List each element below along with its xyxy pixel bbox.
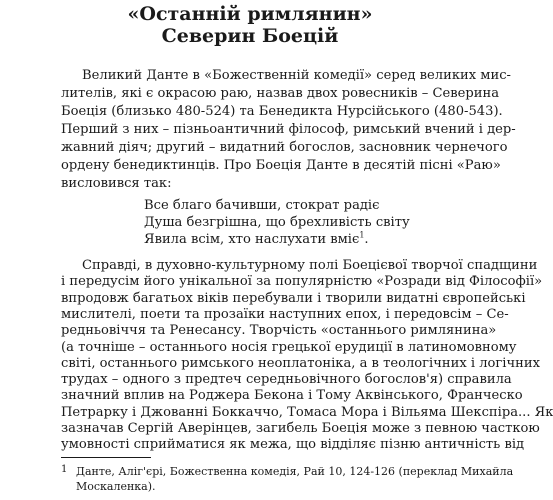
text-line: зазначав Сергій Аверінцев, загибель Боеція може з певною часткою <box>61 421 540 436</box>
text-line: Великий Данте в «Божественній комедії» серед великих мис- <box>82 68 511 83</box>
footnote-line: Данте, Аліг'єрі, Божественна комедія, Рай 10, 124-126 (переклад Михайла <box>76 465 514 478</box>
chapter-subtitle: Северин Боецій <box>161 25 339 47</box>
text-line: жавний діяч; другий – видатний богослов, засновник чернечого <box>61 140 508 155</box>
text-line: Перший з них – пізньоантичний філософ, римський вчений і дер- <box>61 122 516 137</box>
footnote-reference: 1 <box>359 230 365 240</box>
footnote-number: 1 <box>61 464 68 475</box>
text-line: світі, останнього римського неоплатоніка, а в теологічних і логічних <box>61 355 540 371</box>
chapter-title: «Останній римлянин» <box>127 3 373 25</box>
footnote-divider <box>61 457 151 458</box>
text-line: Справді, в духовно-культурному полі Боецієвої творчої спадщини <box>82 258 538 273</box>
text-line: редньовіччя та Ренесансу. Творчість «останнього римлянина» <box>61 323 497 339</box>
text-line: впродовж багатьох віків перебували і творили видатні європейські <box>61 290 526 306</box>
poem-line-last <box>144 232 369 248</box>
text-line: умовності сприйматися як межа, що відділяє пізню античність від <box>61 437 525 453</box>
footnote-line: Москаленка). <box>76 480 156 493</box>
text-line: висловився так: <box>61 176 172 191</box>
text-line: мислителі, поети та прозаїки наступних епох, і передовсім – Се- <box>61 306 509 322</box>
poem-line: Все благо бачивши, стократ радіє <box>144 198 380 213</box>
text-line: (а точніше – останнього носія грецької ерудиції в латиномовному <box>61 339 517 355</box>
text-line: Боеція (близько 480-524) та Бенедикта Нурсійського (480-543). <box>61 104 503 119</box>
text-line: значний вплив на Роджера Бекона і Тому Аквінського, Франческо <box>61 388 523 404</box>
text-line: ордену бенедиктинців. Про Боеція Данте в десятій пісні «Раю» <box>61 158 501 173</box>
poem-line-text: Явила всім, хто наслухати вміє <box>144 232 360 247</box>
poem-line: Душа безгрішна, що брехливість світу <box>144 215 410 230</box>
text-line: і передусім його унікальної за популярністю «Розради від Філософії» <box>61 274 543 290</box>
text-line: трудах – одного з предтеч середньовічного богослов'я) справила <box>61 372 512 388</box>
text-line: Петрарку і Джованні Боккаччо, Томаса Мора і Вільяма Шекспіра... Як <box>61 404 553 420</box>
text-line: лителів, які є окрасою раю, назвав двох ровесників – Северина <box>61 86 500 101</box>
poem-line-end: . <box>364 232 369 247</box>
